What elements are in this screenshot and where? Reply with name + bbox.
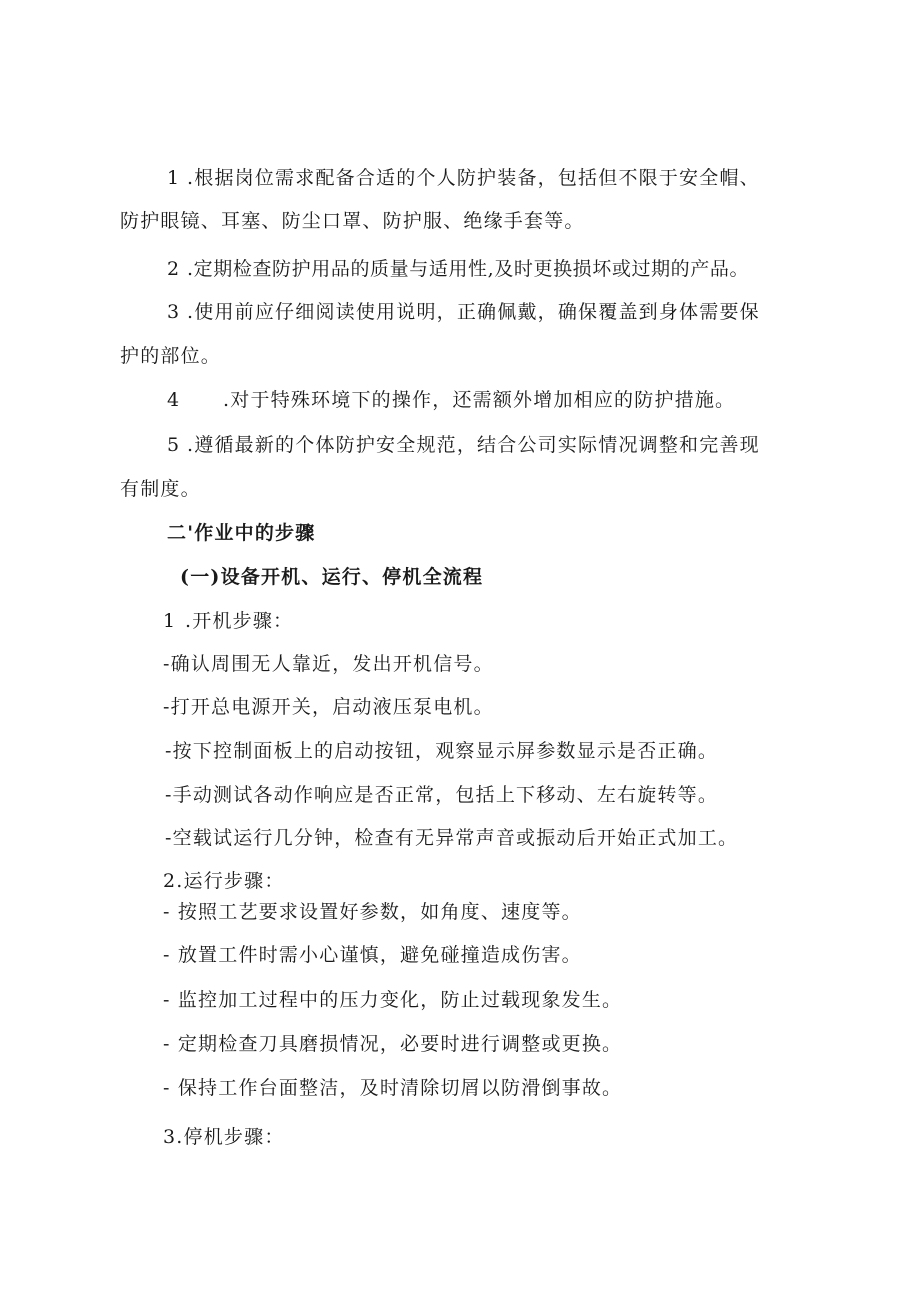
running-title: 2.运行步骤： [163, 870, 285, 892]
list-item-5 [167, 433, 760, 457]
startup-title [163, 609, 293, 633]
running-step: - 监控加工过程中的压力变化，防止过载现象发生。 [163, 989, 623, 1011]
startup-step: -空载试运行几分钟，检查有无异常声音或振动后开始正式加工。 [165, 827, 739, 849]
item-number: 2 [167, 258, 180, 280]
list-item-3 [167, 300, 760, 324]
item-text: 防护眼镜、耳塞、防尘口罩、防护服、绝缘手套等。 [120, 210, 585, 232]
item-text: .开机步骤： [185, 610, 294, 632]
item-text: 护的部位。 [120, 345, 222, 367]
running-step: - 按照工艺要求设置好参数，如角度、速度等。 [163, 901, 582, 923]
list-item-1 [167, 166, 760, 190]
item-number: 3 [167, 301, 181, 323]
list-item-5-continuation [120, 477, 201, 501]
item-number: 5 [167, 434, 181, 456]
section-heading: 二'作业中的步骤 [167, 522, 316, 544]
running-step: - 放置工件时需小心谨慎，避免碰撞造成伤害。 [163, 944, 582, 966]
item-number: 4 [167, 389, 181, 411]
running-step: - 保持工作台面整洁，及时清除切屑以防滑倒事故。 [163, 1077, 623, 1099]
subsection-heading: (一)设备开机、运行、停机全流程 [180, 566, 484, 588]
startup-step: -确认周围无人靠近，发出开机信号。 [163, 653, 494, 675]
list-item-3-continuation [120, 344, 221, 368]
startup-step: -打开总电源开关，启动液压泵电机。 [163, 696, 494, 718]
item-text: .使用前应仔细阅读使用说明，正确佩戴，确保覆盖到身体需要保 [187, 301, 760, 323]
item-text: .定期检查防护用品的质量与适用性,及时更换损坏或过期的产品。 [187, 258, 750, 280]
list-item-4 [167, 388, 735, 412]
shutdown-title: 3.停机步骤： [163, 1126, 285, 1148]
running-step: - 定期检查刀具磨损情况，必要时进行调整或更换。 [163, 1033, 623, 1055]
item-text: 有制度。 [120, 478, 201, 500]
item-number: 1 [167, 167, 181, 189]
item-number: 1 [163, 610, 177, 632]
startup-step: -按下控制面板上的启动按钮，观察显示屏参数显示是否正确。 [165, 740, 719, 762]
item-text: .遵循最新的个体防护安全规范，结合公司实际情况调整和完善现 [187, 434, 760, 456]
startup-step: -手动测试各动作响应是否正常，包括上下移动、左右旋转等。 [165, 784, 719, 806]
list-item-1-continuation [120, 209, 585, 233]
item-text: .对于特殊环境下的操作，还需额外增加相应的防护措施。 [223, 389, 736, 411]
item-text: .根据岗位需求配备合适的个人防护装备，包括但不限于安全帽、 [187, 167, 760, 189]
list-item-2 [167, 257, 749, 281]
